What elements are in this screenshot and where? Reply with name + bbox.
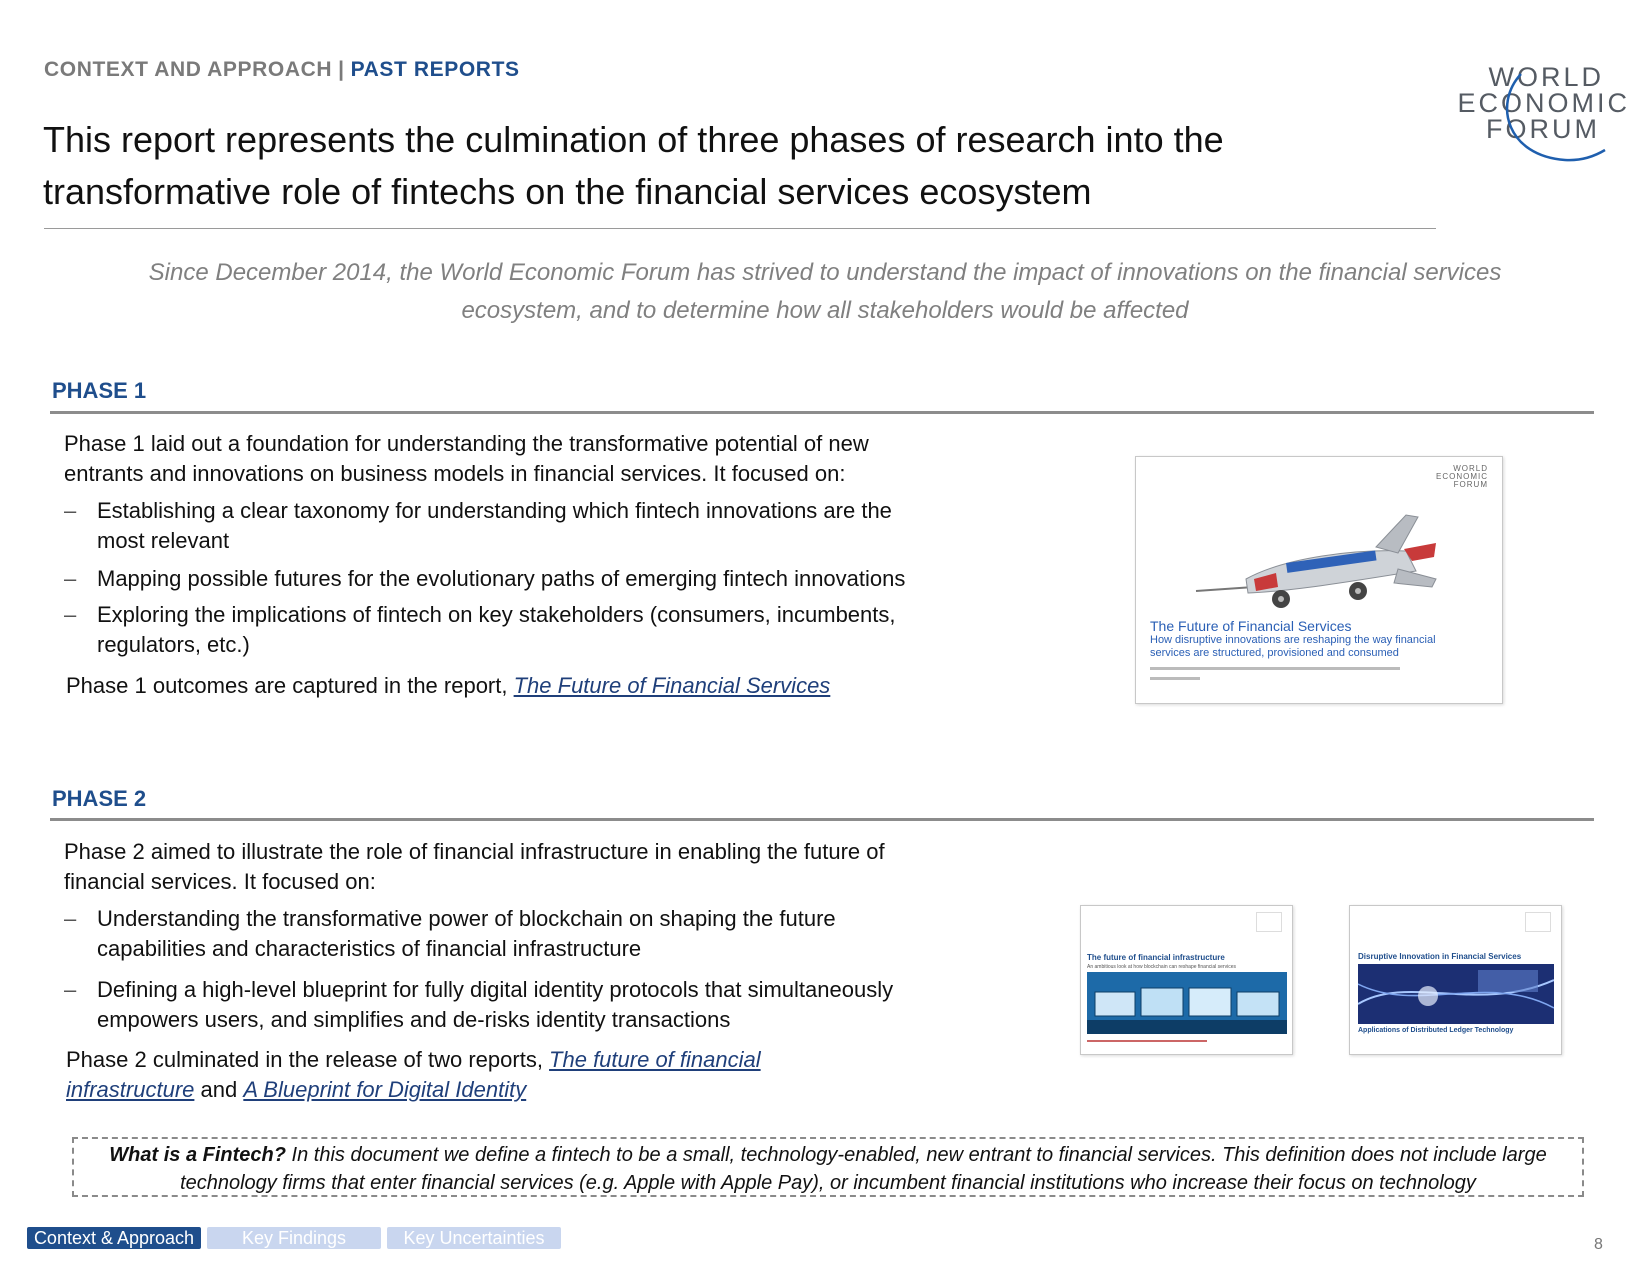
phase1-heading: PHASE 1 <box>52 378 147 403</box>
phase1-outcome-text: Phase 1 outcomes are captured in the report, <box>66 673 514 698</box>
cover-small-print <box>1150 667 1400 670</box>
cover-small-print <box>1087 1040 1207 1042</box>
phase1-intro: Phase 1 laid out a foundation for understanding the transformative potential of new entrants and innovations on business models in financial services. It focused on: <box>64 431 869 486</box>
report-link-future-financial-services[interactable]: The Future of Financial Services <box>513 673 831 698</box>
phase1-report-cover[interactable] <box>1135 456 1503 704</box>
phase2-intro: Phase 2 aimed to illustrate the role of financial infrastructure in enabling the future of financial services. It focused on: <box>64 839 885 894</box>
phase1-bullet <box>64 564 984 594</box>
cover-small-print <box>1150 677 1200 680</box>
phase2-divider <box>50 818 1594 821</box>
phase1-bullet-text: Mapping possible futures for the evolutionary paths of emerging fintech innovations <box>97 566 906 591</box>
cover-logo <box>1525 912 1551 932</box>
cover-subtitle: How disruptive innovations are reshaping the way financial services are structured, provisioned and consumed <box>1150 634 1436 659</box>
nav-tab-key-findings[interactable]: Key Findings <box>207 1227 381 1249</box>
cover-logo-line: ECONOMIC <box>1436 472 1488 481</box>
logo-line-3: FORUM <box>1486 114 1600 144</box>
phase2-heading: PHASE 2 <box>52 786 147 811</box>
logo-line-2: ECONOMIC <box>1457 88 1630 118</box>
cover-logo <box>1436 465 1488 489</box>
callout-question: What is a Fintech? <box>109 1144 286 1166</box>
cover-subtitle: An ambitious look at how blockchain can reshape financial services <box>1087 964 1236 970</box>
dash-icon: – <box>64 906 77 931</box>
intro-subtitle: Since December 2014, the World Economic Forum has strived to understand the impact of innovations on the financial services ecosystem, and to determine how all stakeholders would be affected <box>148 259 1502 324</box>
page-title: This report represents the culmination of three phases of research into the transformative role of fintechs on the financial services ecosystem <box>43 119 1224 212</box>
breadcrumb <box>44 58 520 82</box>
phase2-bullet-text: Defining a high-level blueprint for fully digital identity protocols that simultaneously empowers users, and simplifies and de-risks identity transactions <box>97 977 894 1032</box>
phase1-divider <box>50 411 1594 414</box>
dash-icon: – <box>64 498 77 523</box>
cover-logo-line: FORUM <box>1453 480 1488 489</box>
phase2-bullet-text: Understanding the transformative power of blockchain on shaping the future capabilities and characteristics of financial infrastructure <box>97 906 836 961</box>
phase2-bullet <box>64 904 964 966</box>
phase1-bullet-text: Establishing a clear taxonomy for understanding which fintech innovations are the most relevant <box>97 498 892 553</box>
title-divider <box>44 228 1436 229</box>
dash-icon: – <box>64 602 77 627</box>
phase2-outcome <box>66 1045 806 1105</box>
report-link-future-financial-infrastructure[interactable]: The future of financial infrastructure <box>66 1047 761 1102</box>
logo-arc-icon <box>1455 64 1630 172</box>
dash-icon: – <box>64 977 77 1002</box>
cover-logo-line: WORLD <box>1453 464 1488 473</box>
nav-tab-key-uncertainties[interactable]: Key Uncertainties <box>387 1227 561 1249</box>
logo-line-1: WORLD <box>1488 62 1604 92</box>
cover-title: The Future of Financial Services <box>1150 618 1352 634</box>
phase1-bullet-text: Exploring the implications of fintech on key stakeholders (consumers, incumbents, regulators, etc.) <box>97 602 896 657</box>
cover-title: The future of financial infrastructure <box>1087 953 1225 962</box>
rocket-illustration-icon <box>1136 487 1502 627</box>
trading-screens-illustration-icon <box>1087 972 1287 1034</box>
phase1-bullet <box>64 600 964 662</box>
phase2-report-cover-1[interactable] <box>1080 905 1293 1055</box>
cover-subtitle: Applications of Distributed Ledger Technology <box>1358 1027 1514 1034</box>
cover-title: Disruptive Innovation in Financial Services <box>1358 952 1522 961</box>
nav-tab-context-approach[interactable]: Context & Approach <box>27 1227 201 1249</box>
cover-logo <box>1256 912 1282 932</box>
phase2-bullet <box>64 975 964 1037</box>
network-illustration-icon <box>1358 964 1554 1024</box>
phase2-report-cover-2[interactable] <box>1349 905 1562 1055</box>
phase2-outcome-and: and <box>194 1077 244 1102</box>
fintech-definition-callout <box>72 1137 1584 1197</box>
breadcrumb-current: PAST REPORTS <box>350 58 520 81</box>
phase1-outcome <box>66 671 966 701</box>
phase1-bullet <box>64 496 964 558</box>
breadcrumb-section: CONTEXT AND APPROACH <box>44 58 333 81</box>
dash-icon: – <box>64 566 77 591</box>
report-link-blueprint-digital-identity[interactable]: A Blueprint for Digital Identity <box>243 1077 527 1102</box>
callout-text: In this document we define a fintech to be a small, technology-enabled, new entrant to financial services. This definition does not include large technology firms that enter financial services (e.g. Apple with Apple Pay), or incumbent financial institutions who increase their focus on technology <box>180 1144 1547 1194</box>
page-number: 8 <box>1594 1236 1603 1253</box>
phase2-outcome-text: Phase 2 culminated in the release of two reports, <box>66 1047 550 1072</box>
breadcrumb-separator: | <box>338 58 345 81</box>
wef-logo <box>1455 64 1630 172</box>
